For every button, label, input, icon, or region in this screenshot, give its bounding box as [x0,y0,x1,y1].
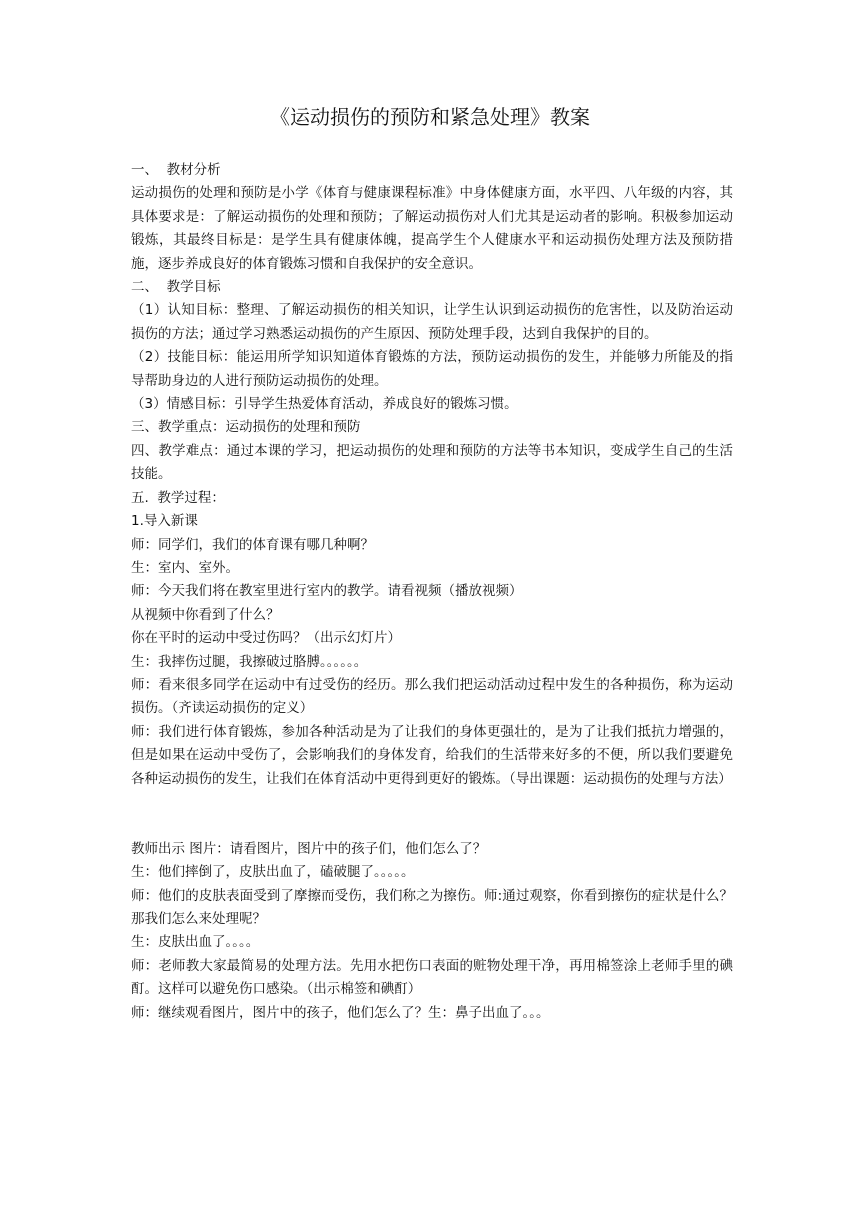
paragraph-skill-goal: （2）技能目标：能运用所学知识知道体育锻炼的方法，预防运动损伤的发生，并能够力所能及的指导帮助身边的人进行预防运动损伤的处理。 [131,349,733,389]
dialogue-line: 师：我们进行体育锻炼，参加各种活动是为了让我们的身体更强壮的，是为了让我们抵抗力增强的，但是如果在运动中受伤了，会影响我们的身体发育，给我们的生活带来好多的不便，所以我们要避免各种运动损伤的发生，让我们在体育活动中更得到更好的锻炼。（导出课题：运动损伤的处理与方法） [131,723,733,787]
section-heading-textbook-analysis: 一、 教材分析 [131,162,221,178]
dialogue-line: 教师出示 图片：请看图片，图片中的孩子们，他们怎么了？ [131,840,487,857]
document-body [131,159,733,1025]
dialogue-line: 师：老师教大家最简易的处理方法。先用水把伤口表面的赃物处理干净，再用棉签涂上老师手里的碘酊。这样可以避免伤口感染。（出示棉签和碘酊） [131,957,733,998]
paragraph-gap [131,791,733,838]
dialogue-line: 生：我摔伤过腿，我擦破过胳膊。。。。。。 [131,653,368,670]
paragraph-key-points: 三、教学重点：运动损伤的处理和预防 [131,419,361,436]
paragraph-emotion-goal: （3）情感目标：引导学生热爱体育活动，养成良好的锻炼习惯。 [131,396,518,413]
paragraph-intro-heading: 1.导入新课 [131,513,198,530]
dialogue-line: 生：他们摔倒了，皮肤出血了，磕破腿了。。。。。 [131,864,415,881]
paragraph-cognitive-goal: （1）认知目标：整理、了解运动损伤的相关知识，让学生认识到运动损伤的危害性，以及防治运动损伤的方法；通过学习熟悉运动损伤的产生原因、预防处理手段，达到自我保护的目的。 [131,302,733,342]
document-title: 《运动损伤的预防和紧急处理》教案 [270,105,590,129]
dialogue-line: 生：室内、室外。 [131,559,239,576]
dialogue-line: 生：皮肤出血了。。。。 [131,934,260,951]
section-heading-teaching-goals: 二、 教学目标 [131,279,221,296]
dialogue-line: 师：继续观看图片，图片中的孩子，他们怎么了？生：鼻子出血了。。。 [131,1004,550,1021]
dialogue-line: 师：他们的皮肤表面受到了摩擦而受伤，我们称之为擦伤。师:通过观察，你看到擦伤的症状是什么？那我们怎么来处理呢？ [131,887,733,927]
paragraph-difficulties: 四、教学难点：通过本课的学习，把运动损伤的处理和预防的方法等书本知识，变成学生自己的生活技能。 [131,442,733,483]
paragraph-textbook-analysis: 运动损伤的处理和预防是小学《体育与健康课程标准》中身体健康方面，水平四、八年级的内容，其具体要求是：了解运动损伤的处理和预防；了解运动损伤对人们尤其是运动者的影响。积极参加运动锻炼，其最终目标是：是学生具有健康体魄，提高学生个人健康水平和运动损伤处理方法及预防措施，逐步养成良好的体育锻炼习惯和自我保护的安全意识。 [131,185,733,272]
section-heading-teaching-process: 五. 教学过程： [131,489,225,506]
dialogue-line: 你在平时的运动中受过伤吗？（出示幻灯片） [131,630,401,647]
dialogue-line: 师：看来很多同学在运动中有过受伤的经历。那么我们把运动活动过程中发生的各种损伤，称为运动损伤。（齐读运动损伤的定义） [131,676,733,717]
dialogue-line: 从视频中你看到了什么？ [131,606,280,623]
dialogue-line: 师：今天我们将在教室里进行室内的教学。请看视频（播放视频） [131,583,523,600]
dialogue-line: 师：同学们，我们的体育课有哪几种啊？ [131,536,374,553]
